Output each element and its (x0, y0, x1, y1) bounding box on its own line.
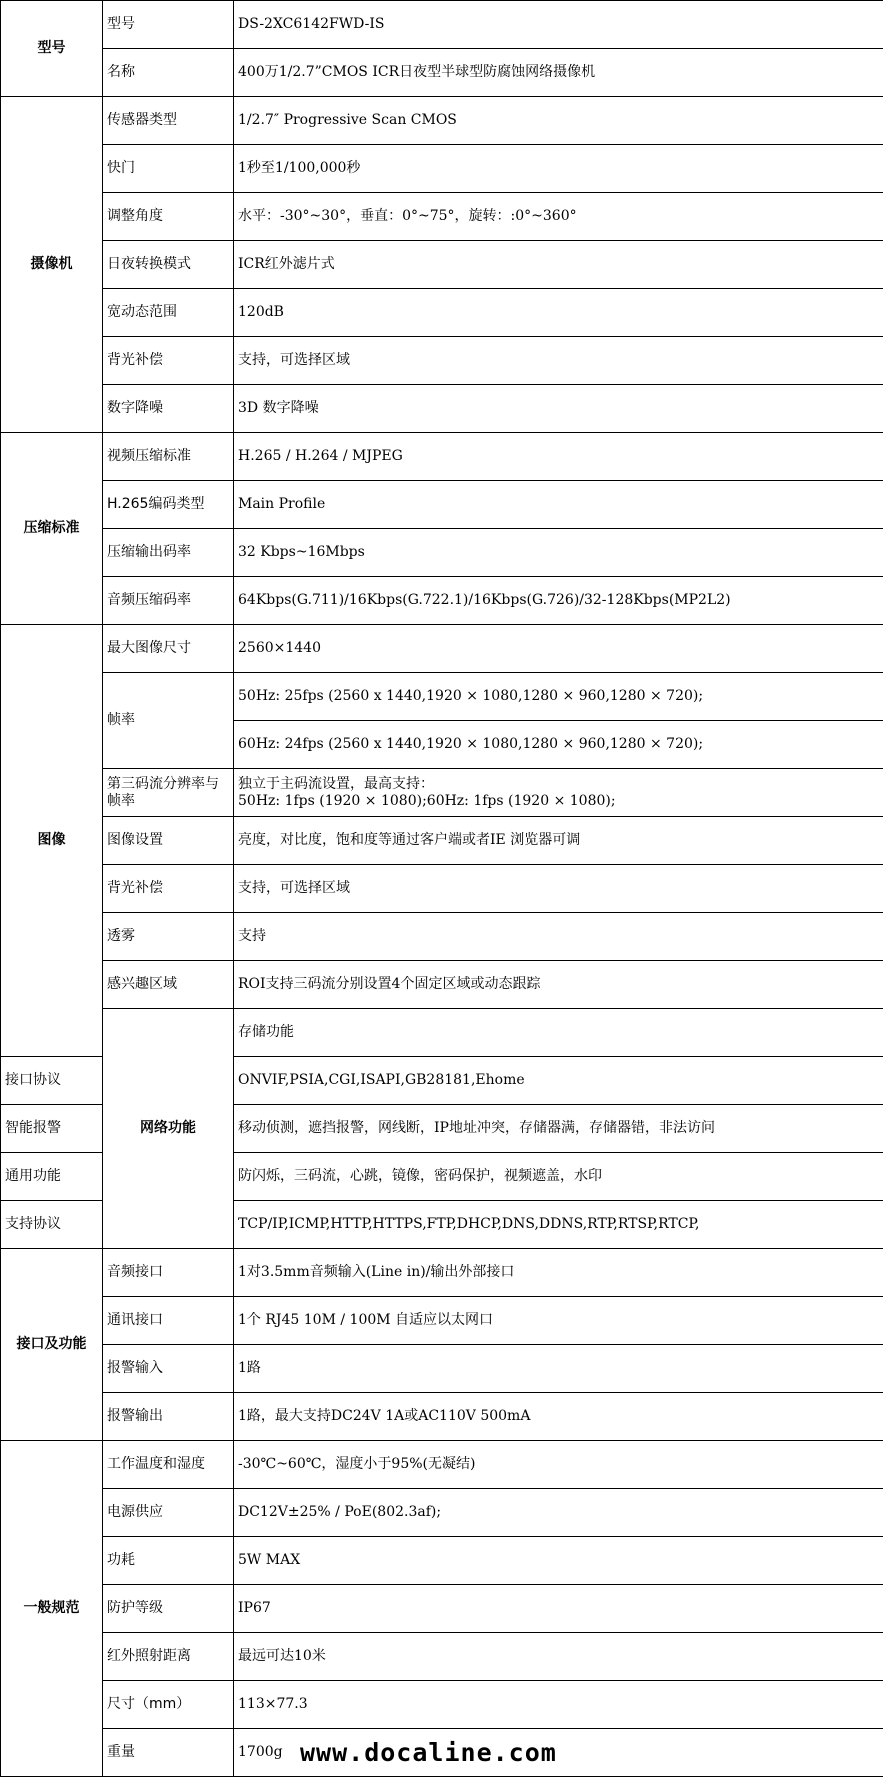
row-label: 报警输入 (103, 1345, 234, 1393)
row-value: 1个 RJ45 10M / 100M 自适应以太网口 (234, 1297, 883, 1345)
row-label: 帧率 (103, 673, 234, 769)
row-value: 60Hz: 24fps (2560 x 1440,1920 × 1080,1280 × 960,1280 × 720); (234, 721, 883, 769)
row-value: 5W MAX (234, 1537, 883, 1585)
row-label: 通讯接口 (103, 1297, 234, 1345)
table-row (1, 1, 883, 49)
table-row (1, 1249, 883, 1297)
row-value (234, 769, 883, 817)
row-value: DC12V±25% / PoE(802.3af); (234, 1489, 883, 1537)
row-value: 1/2.7″ Progressive Scan CMOS (234, 97, 883, 145)
table-row (1, 97, 883, 145)
category-model: 型号 (1, 1, 103, 97)
row-value-line: 独立于主码流设置，最高支持： (238, 775, 434, 792)
row-label: 型号 (103, 1, 234, 49)
row-label: 支持协议 (1, 1201, 103, 1249)
table-row (1, 289, 883, 337)
row-label: 名称 (103, 49, 234, 97)
table-row (1, 1585, 883, 1633)
row-value: 1路 (234, 1345, 883, 1393)
row-label: 接口协议 (1, 1057, 103, 1105)
row-label: 音频压缩码率 (103, 577, 234, 625)
table-row (1, 625, 883, 673)
row-value: 支持，可选择区域 (234, 337, 883, 385)
table-row (1, 577, 883, 625)
row-label: 第三码流分辨率与帧率 (103, 769, 234, 817)
category-camera: 摄像机 (1, 97, 103, 433)
row-value: IP67 (234, 1585, 883, 1633)
row-value: 400万1/2.7”CMOS ICR日夜型半球型防腐蚀网络摄像机 (234, 49, 883, 97)
row-value: ROI支持三码流分别设置4个固定区域或动态跟踪 (234, 961, 883, 1009)
row-label: 传感器类型 (103, 97, 234, 145)
table-row (1, 913, 883, 961)
category-image: 图像 (1, 625, 103, 1057)
row-label: 红外照射距离 (103, 1633, 234, 1681)
table-row (1, 1441, 883, 1489)
row-label: H.265编码类型 (103, 481, 234, 529)
table-row (1, 1009, 883, 1057)
table-row (1, 1489, 883, 1537)
row-value: ONVIF,PSIA,CGI,ISAPI,GB28181,Ehome (234, 1057, 883, 1105)
row-value: 防闪烁，三码流，心跳，镜像，密码保护，视频遮盖，水印 (234, 1153, 883, 1201)
row-label: 视频压缩标准 (103, 433, 234, 481)
row-value: 1对3.5mm音频输入(Line in)/输出外部接口 (234, 1249, 883, 1297)
row-value: 移动侦测，遮挡报警，网线断，IP地址冲突，存储器满，存储器错，非法访问 (234, 1105, 883, 1153)
table-row (1, 385, 883, 433)
row-label: 尺寸（mm） (103, 1681, 234, 1729)
row-value: 最远可达10米 (234, 1633, 883, 1681)
row-value: 64Kbps(G.711)/16Kbps(G.722.1)/16Kbps(G.726)/32-128Kbps(MP2L2) (234, 577, 883, 625)
row-label: 感兴趣区域 (103, 961, 234, 1009)
table-row (1, 337, 883, 385)
row-value: 32 Kbps~16Mbps (234, 529, 883, 577)
row-value-line: 50Hz: 1fps (1920 × 1080);60Hz: 1fps (1920 × 1080); (238, 792, 616, 809)
category-interface: 接口及功能 (1, 1249, 103, 1441)
row-label: 报警输出 (103, 1393, 234, 1441)
row-value: 113×77.3 (234, 1681, 883, 1729)
row-label: 通用功能 (1, 1153, 103, 1201)
table-row (1, 241, 883, 289)
row-label: 最大图像尺寸 (103, 625, 234, 673)
table-row (1, 1537, 883, 1585)
table-row (1, 529, 883, 577)
table-row (1, 145, 883, 193)
row-label: 背光补偿 (103, 865, 234, 913)
row-label: 背光补偿 (103, 337, 234, 385)
row-value: DS-2XC6142FWD-IS (234, 1, 883, 49)
category-compression: 压缩标准 (1, 433, 103, 625)
row-value: 2560×1440 (234, 625, 883, 673)
table-row (1, 673, 883, 721)
table-row (1, 817, 883, 865)
row-label: 功耗 (103, 1537, 234, 1585)
table-row (1, 1297, 883, 1345)
table-row (1, 1345, 883, 1393)
table-row (1, 1393, 883, 1441)
row-value: -30℃~60℃，湿度小于95%(无凝结) (234, 1441, 883, 1489)
table-row (1, 769, 883, 817)
row-value: 水平：-30°~30°，垂直：0°~75°，旋转：:0°~360° (234, 193, 883, 241)
row-label: 数字降噪 (103, 385, 234, 433)
row-label: 音频接口 (103, 1249, 234, 1297)
row-value: 支持 (234, 913, 883, 961)
row-value: H.265 / H.264 / MJPEG (234, 433, 883, 481)
row-value: 亮度，对比度，饱和度等通过客户端或者IE 浏览器可调 (234, 817, 883, 865)
category-general: 一般规范 (1, 1441, 103, 1777)
row-label: 宽动态范围 (103, 289, 234, 337)
row-value: ICR红外滤片式 (234, 241, 883, 289)
row-value: 120dB (234, 289, 883, 337)
row-value: Main Profile (234, 481, 883, 529)
row-label: 日夜转换模式 (103, 241, 234, 289)
row-label: 工作温度和湿度 (103, 1441, 234, 1489)
row-label: 图像设置 (103, 817, 234, 865)
table-row (1, 865, 883, 913)
row-value: 1700g (234, 1729, 883, 1777)
row-label: 快门 (103, 145, 234, 193)
row-value: TCP/IP,ICMP,HTTP,HTTPS,FTP,DHCP,DNS,DDNS,RTP,RTSP,RTCP, (234, 1201, 883, 1249)
table-row (1, 1633, 883, 1681)
table-row (1, 49, 883, 97)
row-label: 调整角度 (103, 193, 234, 241)
table-row (1, 1681, 883, 1729)
row-label: 智能报警 (1, 1105, 103, 1153)
row-label: 重量 (103, 1729, 234, 1777)
row-label: 电源供应 (103, 1489, 234, 1537)
watermark-text: www.docaline.com (300, 1738, 557, 1767)
table-row (1, 961, 883, 1009)
row-value: 1路，最大支持DC24V 1A或AC110V 500mA (234, 1393, 883, 1441)
row-value: 支持，可选择区域 (234, 865, 883, 913)
table-row (1, 193, 883, 241)
row-label: 防护等级 (103, 1585, 234, 1633)
row-label: 压缩输出码率 (103, 529, 234, 577)
row-label: 透雾 (103, 913, 234, 961)
row-value: 3D 数字降噪 (234, 385, 883, 433)
row-label: 存储功能 (234, 1009, 883, 1057)
row-value: 1秒至1/100,000秒 (234, 145, 883, 193)
category-network: 网络功能 (103, 1009, 234, 1249)
row-value: 50Hz: 25fps (2560 x 1440,1920 × 1080,1280 × 960,1280 × 720); (234, 673, 883, 721)
table-row (1, 481, 883, 529)
table-row (1, 433, 883, 481)
